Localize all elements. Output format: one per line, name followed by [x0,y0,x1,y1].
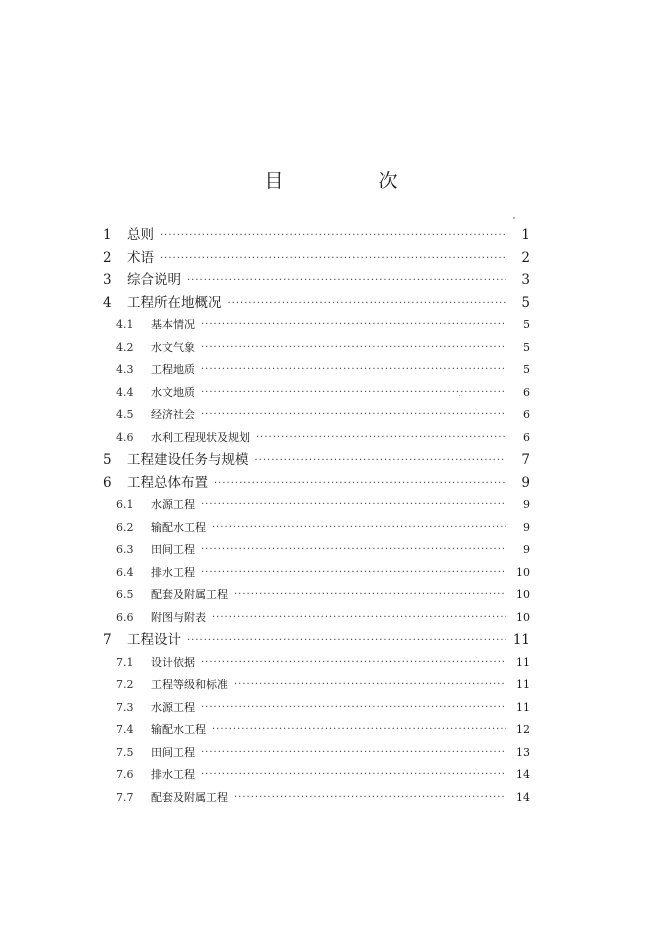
toc-entry-page-number: 5 [523,340,530,354]
toc-entry-number: 2 [103,249,112,266]
toc-entry-number: 6.4 [116,565,134,579]
toc-dot-leader [201,404,506,427]
toc-entry[interactable] [100,449,530,472]
toc-entry[interactable] [100,494,530,517]
toc-entry-title: 工程地质 [151,363,195,376]
toc-entry-page-number: 2 [521,249,530,266]
toc-entry-title: 术语 [127,249,154,266]
toc-entry[interactable] [100,764,530,787]
toc-dot-leader [201,314,506,337]
toc-dot-leader [214,473,506,496]
toc-entry-number: 7.7 [116,790,134,804]
toc-entry-page-number: 11 [516,700,530,714]
toc-entry[interactable] [100,562,530,585]
toc-entry[interactable] [100,697,530,720]
toc-entry[interactable] [100,337,530,360]
toc-entry[interactable] [100,427,530,450]
toc-entry-page-number: 6 [523,385,530,399]
toc-entry-number: 4.6 [116,430,134,444]
toc-dot-leader [228,293,507,316]
toc-entry-page-number: 12 [516,723,530,736]
toc-entry-title: 水文地质 [151,385,195,399]
toc-entry-number: 7 [103,632,112,648]
toc-entry-page-number: 9 [523,543,530,556]
toc-entry-page-number: 11 [512,632,530,648]
toc-entry-title: 输配水工程 [151,520,206,534]
toc-entry-page-number: 3 [521,272,530,288]
toc-dot-leader [201,562,506,585]
toc-entry-title: 设计依据 [151,655,195,669]
toc-entry[interactable] [100,404,530,427]
page-title: 目 次 [264,170,436,192]
toc-dot-leader [187,270,506,293]
toc-entry-number: 7.1 [116,655,134,669]
toc-entry-title: 水源工程 [151,498,195,511]
toc-entry-title: 经济社会 [151,408,195,421]
toc-entry-page-number: 11 [516,678,530,691]
scan-speck [513,217,515,219]
toc-dot-leader [201,337,506,360]
toc-entry-title: 附图与附表 [151,610,206,624]
toc-entry-page-number: 11 [516,655,530,669]
toc-dot-leader [212,719,506,742]
toc-entry-number: 4 [103,294,112,311]
toc-entry-number: 6.6 [116,610,134,624]
toc-entry-page-number: 10 [516,565,530,579]
toc-entry-page-number: 10 [516,588,530,601]
toc-entry-number: 7.6 [116,768,134,781]
toc-entry-page-number: 6 [523,408,530,421]
toc-entry-title: 配套及附属工程 [151,790,228,804]
toc-entry-title: 工程设计 [127,632,181,648]
toc-entry-title: 水源工程 [151,700,195,714]
toc-entry-number: 1 [103,227,112,243]
toc-dot-leader [201,494,506,517]
toc-dot-leader [212,607,506,630]
toc-entry-page-number: 6 [523,430,530,444]
toc-entry-page-number: 7 [521,452,530,468]
toc-dot-leader [255,450,507,473]
toc-dot-leader [201,382,506,405]
toc-entry-number: 5 [103,452,112,468]
toc-entry-title: 总则 [127,227,154,243]
toc-entry-number: 4.3 [116,363,134,376]
toc-entry-title: 水文气象 [151,340,195,354]
toc-entry-number: 4.1 [116,318,134,331]
toc-dot-leader [234,584,506,607]
toc-dot-leader [256,427,506,450]
toc-entry-page-number: 5 [523,318,530,331]
toc-entry[interactable] [100,652,530,675]
toc-entry-page-number: 10 [516,610,530,624]
toc-entry-title: 排水工程 [151,768,195,781]
toc-entry[interactable] [100,742,530,765]
toc-dot-leader [234,674,506,697]
toc-entry-number: 4.4 [116,385,134,399]
toc-entry-number: 7.3 [116,700,134,714]
toc-entry-title: 基本情况 [151,318,195,331]
toc-entry[interactable] [100,359,530,382]
toc-entry-number: 6.1 [116,498,134,511]
toc-entry-number: 7.5 [116,745,134,759]
toc-entry[interactable] [100,539,530,562]
toc-entry-page-number: 9 [523,520,530,534]
toc-dot-leader [201,742,506,765]
toc-entry-number: 6.2 [116,520,134,534]
toc-dot-leader [201,652,506,675]
toc-entry[interactable] [100,472,530,495]
toc-entry-title: 田间工程 [151,745,195,759]
toc-entry-title: 工程建设任务与规模 [127,452,249,468]
toc-entry-page-number: 9 [521,474,530,491]
toc-entry-number: 6 [103,474,112,491]
toc-entry-number: 3 [103,272,112,288]
toc-entry-page-number: 14 [516,790,530,804]
toc-entry-number: 4.2 [116,340,134,354]
toc-entry-number: 6.3 [116,543,134,556]
table-of-contents [100,224,530,809]
toc-entry-title: 水利工程现状及规划 [151,430,250,444]
toc-entry[interactable] [100,787,530,810]
toc-entry-title: 工程总体布置 [127,474,208,491]
toc-entry-page-number: 5 [521,294,530,311]
toc-entry-title: 输配水工程 [151,723,206,736]
toc-dot-leader [212,517,506,540]
toc-entry[interactable] [100,629,530,652]
toc-entry-title: 工程等级和标准 [151,678,228,691]
toc-entry[interactable] [100,269,530,292]
toc-entry-page-number: 9 [523,498,530,511]
toc-entry[interactable] [100,292,530,315]
toc-entry-number: 6.5 [116,588,134,601]
toc-entry[interactable] [100,674,530,697]
toc-entry-page-number: 14 [516,768,530,781]
toc-dot-leader [201,764,506,787]
toc-entry-number: 4.5 [116,408,134,421]
toc-entry-title: 综合说明 [127,272,181,288]
toc-dot-leader [234,787,506,810]
toc-dot-leader [201,539,506,562]
toc-entry-page-number: 5 [523,363,530,376]
toc-entry-number: 7.4 [116,723,134,736]
toc-entry[interactable] [100,247,530,270]
toc-entry-number: 7.2 [116,678,134,691]
toc-entry-page-number: 1 [521,227,530,243]
toc-entry[interactable] [100,607,530,630]
toc-dot-leader [201,359,506,382]
toc-entry-title: 排水工程 [151,565,195,579]
toc-entry[interactable] [100,314,530,337]
toc-dot-leader [187,630,506,653]
toc-entry-page-number: 13 [516,745,530,759]
toc-dot-leader [201,697,506,720]
toc-entry[interactable] [100,224,530,247]
toc-entry-title: 工程所在地概况 [127,294,222,311]
toc-dot-leader [160,225,506,248]
toc-dot-leader [160,248,506,271]
toc-entry-title: 配套及附属工程 [151,588,228,601]
toc-entry[interactable] [100,719,530,742]
toc-entry[interactable] [100,584,530,607]
toc-entry[interactable] [100,382,530,405]
toc-entry-title: 田间工程 [151,543,195,556]
toc-entry[interactable] [100,517,530,540]
